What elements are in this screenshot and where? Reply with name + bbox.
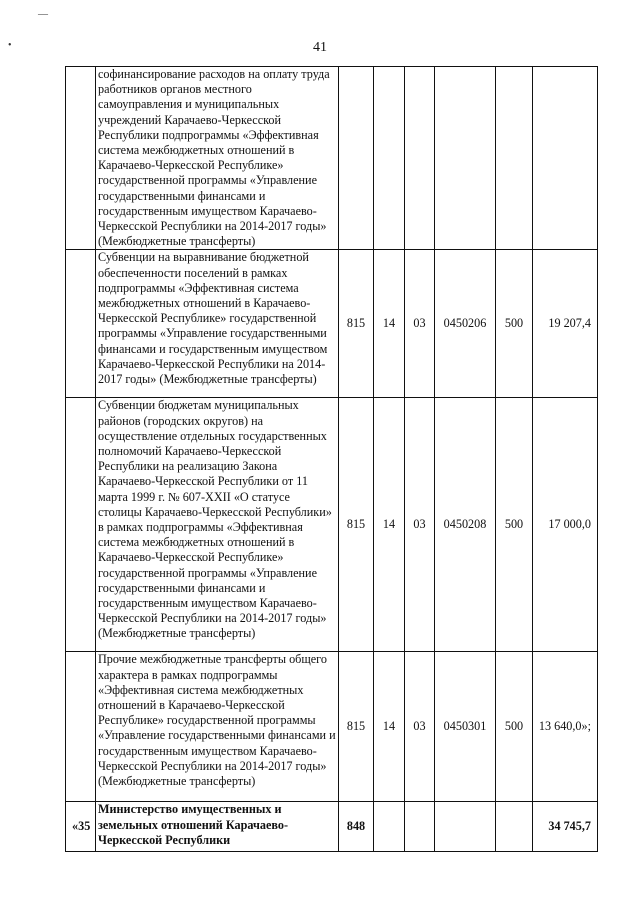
row-index: «35 (66, 802, 96, 852)
amount (533, 67, 598, 250)
target-code: 0450206 (435, 250, 496, 398)
ministry-code: 815 (339, 398, 374, 652)
section-code (374, 67, 405, 250)
amount: 34 745,7 (533, 802, 598, 852)
subsection-code: 03 (405, 250, 435, 398)
target-code: 0450301 (435, 652, 496, 802)
table-row (66, 802, 598, 852)
row-description: Субвенции на выравнивание бюджетной обеспеченности поселений в рамках подпрограммы «Эффективная система межбюджетных отношений в Карачаево-Черкесской Республике» государственной программы «Управление государственными финансами и государственным имуществом Карачаево-Черкесской Республики на 2014-2017 годы» (Межбюджетные трансферты) (96, 250, 339, 398)
row-description: Министерство имущественных и земельных отношений Карачаево-Черкесской Республики (96, 802, 339, 852)
ministry-code: 848 (339, 802, 374, 852)
subsection-code (405, 67, 435, 250)
section-code: 14 (374, 398, 405, 652)
subsection-code: 03 (405, 398, 435, 652)
amount: 17 000,0 (533, 398, 598, 652)
ministry-code: 815 (339, 250, 374, 398)
row-description: софинансирование расходов на оплату труда работников органов местного самоуправления и муниципальных учреждений Карачаево-Черкесской Республики подпрограммы «Эффективная система межбюджетных отношений в Карачаево-Черкесской Республике» государственной программы «Управление государственными финансами и государственным имуществом Карачаево-Черкесской Республики на 2014-2017 годы» (Межбюджетные трансферты) (96, 67, 339, 250)
expense-kind-code: 500 (496, 398, 533, 652)
expense-kind-code (496, 67, 533, 250)
expense-kind-code: 500 (496, 652, 533, 802)
target-code (435, 67, 496, 250)
budget-table (65, 66, 598, 852)
page-number: 41 (313, 40, 327, 55)
expense-kind-code: 500 (496, 250, 533, 398)
target-code: 0450208 (435, 398, 496, 652)
section-code (374, 802, 405, 852)
amount: 13 640,0»; (533, 652, 598, 802)
amount: 19 207,4 (533, 250, 598, 398)
row-index (66, 67, 96, 250)
ministry-code: 815 (339, 652, 374, 802)
table-row (66, 652, 598, 802)
scan-mark: — (38, 9, 48, 20)
table-row (66, 250, 598, 398)
row-index (66, 398, 96, 652)
subsection-code: 03 (405, 652, 435, 802)
section-code: 14 (374, 652, 405, 802)
row-description: Субвенции бюджетам муниципальных районов (городских округов) на осуществление отдельных государственных полномочий Карачаево-Черкесской Республики на реализацию Закона Карачаево-Черкесской Республики от 11 марта 1999 г. № 607-XXII «О статусе столицы Карачаево-Черкесской Республики» в рамках подпрограммы «Эффективная система межбюджетных отношений в Карачаево-Черкесской Республике» государственной программы «Управление государственными финансами и государственным имуществом Карачаево-Черкесской Республики на 2014-2017 годы» (Межбюджетные трансферты) (96, 398, 339, 652)
table-row (66, 398, 598, 652)
row-index (66, 250, 96, 398)
expense-kind-code (496, 802, 533, 852)
ministry-code (339, 67, 374, 250)
scan-dot: • (8, 40, 12, 51)
target-code (435, 802, 496, 852)
table-row (66, 67, 598, 250)
subsection-code (405, 802, 435, 852)
row-index (66, 652, 96, 802)
section-code: 14 (374, 250, 405, 398)
row-description: Прочие межбюджетные трансферты общего характера в рамках подпрограммы «Эффективная система межбюджетных отношений в Карачаево-Черкесской Республике» государственной программы «Управление государственными финансами и государственным имуществом Карачаево-Черкесской Республики на 2014-2017 годы» (Межбюджетные трансферты) (96, 652, 339, 802)
